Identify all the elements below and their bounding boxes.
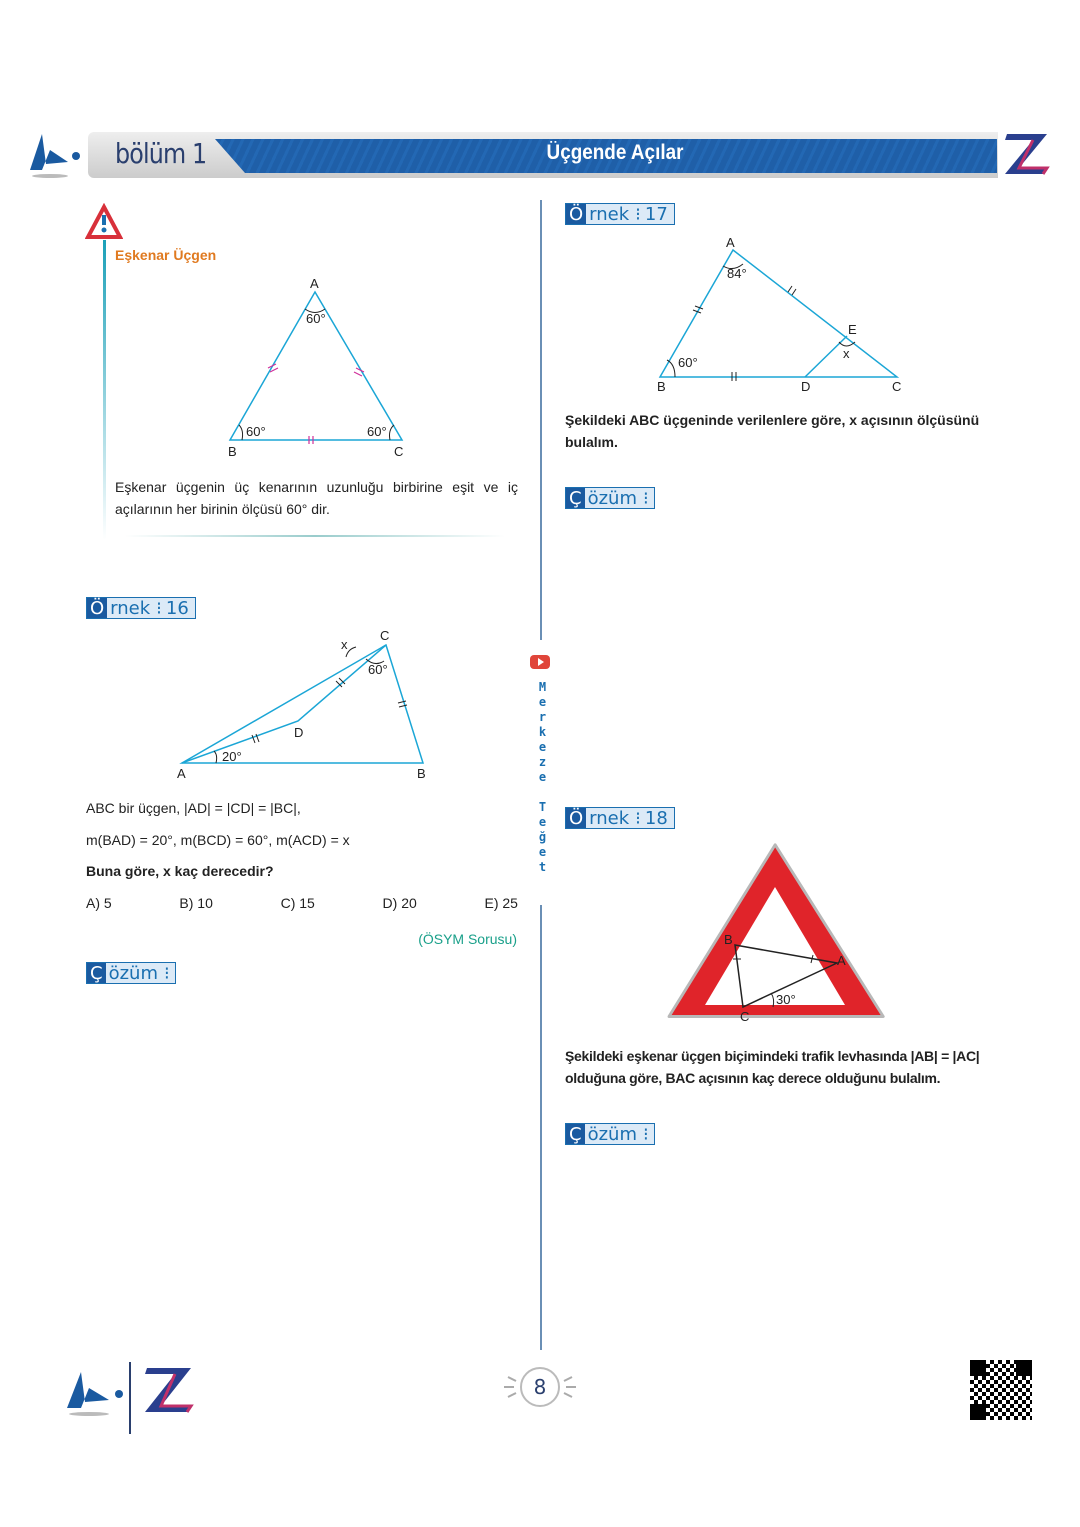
- option-c: C) 15: [280, 895, 315, 911]
- example-17-text: Şekildeki ABC üçgeninde verilenlere göre, x açısının ölçüsünü bulalım.: [565, 412, 980, 450]
- svg-text:A: A: [177, 766, 186, 781]
- example-18-tag: Ö rnek ⁝ 18: [565, 807, 675, 829]
- example-16-tag: Ö rnek ⁝ 16: [86, 597, 196, 619]
- publisher-logo: [20, 130, 80, 185]
- info-divider: [125, 535, 505, 537]
- example-16-question: Buna göre, x kaç derecedir?: [86, 863, 274, 879]
- example-16-solution-tag: Ç özüm ⁝: [86, 962, 176, 984]
- chapter-label: bölüm 1: [115, 137, 207, 170]
- footer-brand-z-logo: [143, 1364, 195, 1419]
- example-16-options: [86, 892, 518, 914]
- svg-text:60°: 60°: [246, 424, 266, 439]
- svg-text:60°: 60°: [367, 424, 387, 439]
- column-divider-top: [540, 200, 542, 640]
- svg-text:20°: 20°: [222, 749, 242, 764]
- example-17-solution-tag: Ç özüm ⁝: [565, 487, 655, 509]
- svg-text:B: B: [417, 766, 426, 781]
- youtube-icon: [530, 655, 550, 669]
- svg-text:30°: 30°: [776, 992, 796, 1007]
- example-17-tag: Ö rnek ⁝ 17: [565, 203, 675, 225]
- vertical-channel-text: Merkeze Teğet: [535, 680, 550, 875]
- page-title: Üçgende Açılar: [546, 141, 684, 164]
- svg-text:B: B: [657, 379, 666, 394]
- svg-text:84°: 84°: [727, 266, 747, 281]
- svg-text:60°: 60°: [306, 311, 326, 326]
- svg-text:B: B: [228, 444, 237, 459]
- page-number: 8: [533, 1375, 547, 1399]
- example-18-solution-tag: Ç özüm ⁝: [565, 1123, 655, 1145]
- option-d: D) 20: [382, 895, 417, 911]
- column-divider-bottom: [540, 905, 542, 1350]
- example-17-figure: [645, 232, 915, 397]
- svg-text:C: C: [892, 379, 902, 394]
- svg-text:A: A: [837, 953, 846, 968]
- example-18-traffic-sign-figure: [665, 835, 895, 1035]
- option-a: A) 5: [86, 895, 112, 911]
- info-left-bar: [103, 240, 106, 540]
- svg-text:D: D: [801, 379, 811, 394]
- svg-text:D: D: [294, 725, 304, 740]
- svg-text:C: C: [394, 444, 404, 459]
- qr-code[interactable]: [970, 1360, 1032, 1420]
- svg-text:C: C: [380, 628, 390, 643]
- page-number-badge: [500, 1364, 580, 1410]
- svg-text:C: C: [740, 1009, 750, 1024]
- example-16-source: (ÖSYM Sorusu): [418, 931, 517, 947]
- footer-publisher-logo: [55, 1368, 125, 1423]
- svg-text:x: x: [341, 637, 348, 652]
- example-16-given-1: ABC bir üçgen, |AD| = |CD| = |BC|,: [86, 800, 301, 816]
- example-16-figure: [170, 625, 440, 785]
- equilateral-triangle-figure: [210, 270, 430, 470]
- info-heading: Eşkenar Üçgen: [115, 247, 217, 263]
- option-e: E) 25: [484, 895, 518, 911]
- svg-text:E: E: [848, 322, 857, 337]
- brand-z-logo: [1003, 130, 1051, 181]
- option-b: B) 10: [179, 895, 213, 911]
- example-18-text: Şekildeki eşkenar üçgen biçimindeki trafik levhasında |AB| = |AC| olduğuna göre, BAC açısının kaç derece olduğunu bulalım.: [565, 1048, 980, 1086]
- svg-text:A: A: [726, 235, 735, 250]
- svg-text:60°: 60°: [678, 355, 698, 370]
- svg-text:x: x: [843, 346, 850, 361]
- footer-divider: [129, 1362, 131, 1434]
- svg-text:B: B: [724, 932, 733, 947]
- svg-text:60°: 60°: [368, 662, 388, 677]
- example-16-given-2: m(BAD) = 20°, m(BCD) = 60°, m(ACD) = x: [86, 832, 350, 848]
- info-text: Eşkenar üçgenin üç kenarının uzunluğu birbirine eşit ve iç açılarının her birinin ölçüsü 60° dir.: [115, 479, 518, 517]
- svg-text:A: A: [310, 276, 319, 291]
